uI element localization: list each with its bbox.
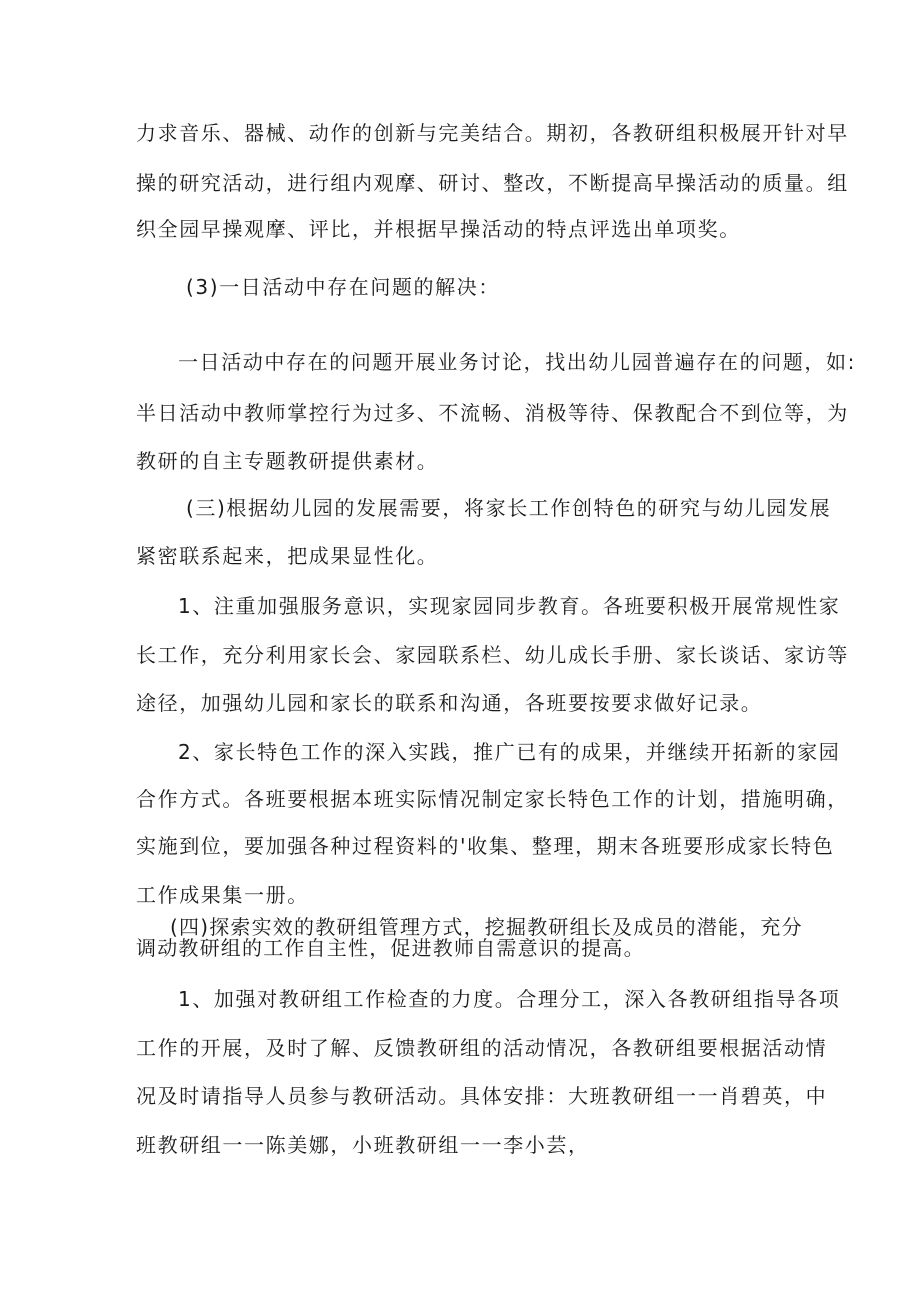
text-line: 实施到位，要加强各种过程资料的'收集、整理，期末各班要形成家长特色 [136, 834, 835, 858]
section-heading: (三)根据幼儿园的发展需要，将家长工作创特色的研究与幼儿园发展 [186, 496, 832, 520]
section-heading: (3)一日活动中存在问题的解决： [186, 275, 500, 299]
text-line: 合作方式。各班要根据本班实际情况制定家长特色工作的计划，措施明确， [136, 787, 849, 811]
text-line: 教研的自主专题教研提供素材。 [136, 449, 439, 473]
text-line: 工作的开展，及时了解、反馈教研组的活动情况，各教研组要根据活动情 [136, 1036, 828, 1060]
text-line: 调动教研组的工作自主性，促进教师自需意识的提高。 [136, 936, 645, 960]
text-line: 力求音乐、器械、动作的创新与完美结合。期初，各教研组积极展开针对早 [136, 121, 849, 145]
text-line: 长工作，充分利用家长会、家园联系栏、幼儿成长手册、家长谈话、家访等 [136, 643, 849, 667]
text-line: 工作成果集一册。 [136, 883, 309, 907]
text-line: 操的研究活动，进行组内观摩、研讨、整改，不断提高早操活动的质量。组 [136, 171, 849, 195]
text-line: 2、家长特色工作的深入实践，推广已有的成果，并继续开拓新的家园 [178, 740, 841, 764]
text-line: 半日活动中教师掌控行为过多、不流畅、消极等待、保教配合不到位等，为 [136, 401, 849, 425]
text-line: 1、加强对教研组工作检查的力度。合理分工，深入各教研组指导各项 [178, 987, 841, 1011]
text-line: 况及时请指导人员参与教研活动。具体安排：大班教研组一一肖碧英，中 [136, 1084, 828, 1108]
text-line: 途径，加强幼儿园和家长的联系和沟通，各班要按要求做好记录。 [136, 691, 763, 715]
text-line: 织全园早操观摩、评比，并根据早操活动的特点评选出单项奖。 [136, 217, 741, 241]
text-line: 班教研组一一陈美娜，小班教研组一一李小芸， [136, 1133, 590, 1157]
text-line: 紧密联系起来，把成果显性化。 [136, 544, 439, 568]
text-line: 一日活动中存在的问题开展业务讨论，找出幼儿园普遍存在的问题，如: [178, 350, 856, 374]
section-heading: (四)探索实效的教研组管理方式，挖掘教研组长及成员的潜能，充分 [170, 915, 803, 939]
text-line: 1、注重加强服务意识，实现家园同步教育。各班要积极开展常规性家 [178, 594, 841, 618]
